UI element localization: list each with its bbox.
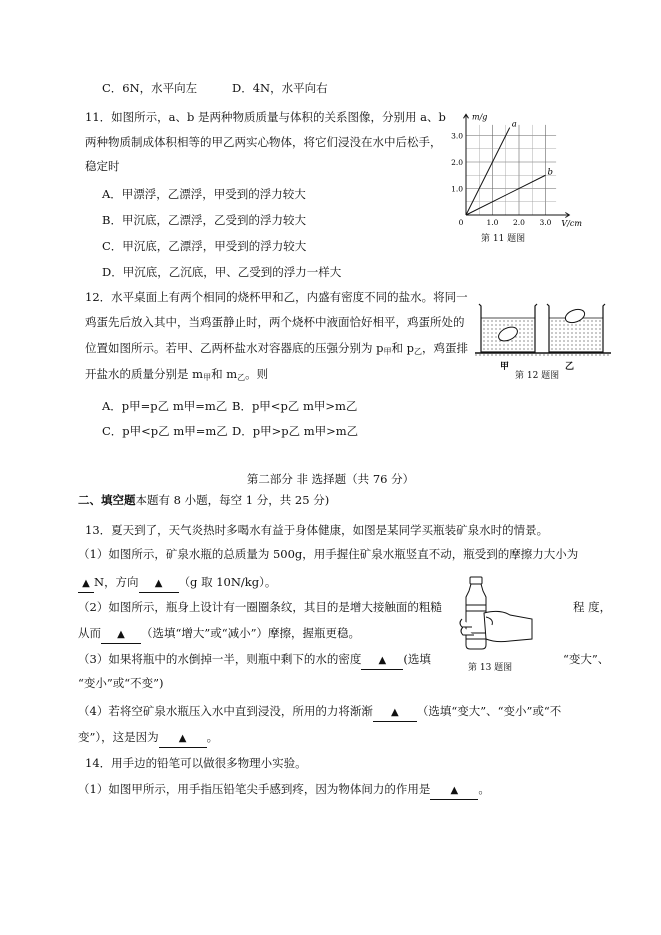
- q14-part1-line1: （1）如图甲所示，用手指压铅笔尖手感到疼，因为物体间力的作用是 ▲ 。: [78, 781, 490, 800]
- q13-part3-line1: （3）如果将瓶中的水倒掉一半，则瓶中剩下的水的密度 ▲ (选填: [78, 651, 431, 670]
- q12-label-jia: 甲: [500, 362, 510, 372]
- origin-label: 0: [458, 218, 464, 227]
- q13-part3-line1-end: “变大”、: [563, 652, 610, 666]
- beaker-yi: [547, 304, 605, 352]
- q11-mass-volume-chart: [448, 112, 582, 230]
- q13-part3-line2: “变小”或“不变”): [78, 676, 164, 690]
- series-label-b: b: [547, 167, 553, 178]
- q13-stem: 13．夏天到了，天气炎热时多喝水有益于身体健康，如图是某同学买瓶装矿泉水时的情景。: [85, 523, 549, 537]
- y-tick-label: 3.0: [451, 131, 463, 141]
- q13-bottle-in-hand-figure: [448, 575, 538, 655]
- section-heading: 二、填空题本题有 8 小题，每空 1 分，共 25 分): [78, 493, 330, 507]
- q12-option-d: D．p甲>p乙 m甲>m乙: [232, 424, 359, 438]
- q13-part4-line1: （4）若将空矿泉水瓶压入水中直到浸没，所用的力将渐渐 ▲ （选填“变大”、“变小”或“不: [78, 703, 561, 722]
- q13-part2-line2: 从而 ▲ （选填“增大”或“减小”）摩擦，握瓶更稳。: [78, 625, 360, 644]
- bottle-icon: [466, 577, 486, 649]
- q11-stem-line1: 11．如图所示，a、b 是两种物质质量与体积的关系图像，分别用 a、b: [85, 110, 446, 124]
- q11-stem-line3: 稳定时: [85, 159, 120, 173]
- q14-stem: 14．用手边的铅笔可以做很多物理小实验。: [85, 756, 307, 770]
- q12-figure-caption: 第 12 题图: [515, 371, 560, 381]
- q10-option-d: D．4N，水平向右: [232, 81, 328, 95]
- y-tick-label: 2.0: [451, 158, 463, 167]
- q13-part1-line1: （1）如图所示，矿泉水瓶的总质量为 500g，用手握住矿泉水瓶竖直不动，瓶受到的摩擦力大小为: [78, 547, 579, 561]
- x-axis-label: V/cm: [561, 219, 582, 228]
- q11-stem-line2: 两种物质制成体积相等的甲乙两实心物体，将它们浸没在水中后松手，: [85, 135, 442, 149]
- y-axis-label: m/g: [472, 112, 488, 122]
- q12-stem-line2: 鸡蛋先后放入其中，当鸡蛋静止时，两个烧杯中液面恰好相平，鸡蛋所处的: [85, 315, 465, 329]
- q12-option-a: A．p甲=p乙 m甲=m乙: [102, 399, 228, 413]
- q11-option-a: A．甲漂浮，乙漂浮，甲受到的浮力较大: [102, 187, 306, 201]
- q11-option-c: C．甲沉底，乙漂浮，甲受到的浮力较大: [102, 239, 307, 253]
- x-tick-label: 1.0: [486, 218, 499, 227]
- q12-stem-line3: 位置如图所示。若甲、乙两杯盐水对容器底的压强分别为 $p_甲$和 $p_乙$，鸡蛋排: [85, 341, 469, 356]
- q13-part2-line1: （2）如图所示，瓶身上设计有一圈圈条纹，其目的是增大接触面的粗糙: [78, 600, 442, 614]
- q13-part1-line2: ▲ N，方向 ▲ （g 取 10N/kg）。: [78, 574, 276, 593]
- series-label-a: a: [511, 119, 517, 130]
- beaker-jia: [479, 304, 537, 352]
- q12-option-b: B．p甲<p乙 m甲>m乙: [232, 399, 358, 413]
- q11-figure-caption: 第 11 题图: [481, 234, 526, 244]
- q13-part4-line2: 变”），这是因为 ▲ 。: [78, 729, 218, 748]
- q12-stem-line4: 开盐水的质量分别是 $m_甲$和 $m_乙$。则: [85, 367, 269, 382]
- q12-option-c: C．p甲<p乙 m甲=m乙: [102, 424, 228, 438]
- part2-title: 第二部分 非 选择题（共 76 分）: [246, 472, 415, 486]
- q10-option-c: C．6N，水平向左: [102, 81, 198, 95]
- x-tick-label: 3.0: [539, 218, 552, 227]
- q13-figure-caption: 第 13 题图: [468, 663, 513, 673]
- q11-option-d: D．甲沉底，乙沉底，甲、乙受到的浮力一样大: [102, 265, 342, 279]
- x-tick-label: 2.0: [513, 218, 525, 227]
- q12-beakers-figure: [475, 296, 615, 366]
- y-tick-label: 1.0: [451, 184, 463, 194]
- q11-option-b: B．甲沉底，乙漂浮，乙受到的浮力较大: [102, 213, 306, 227]
- q13-part2-line1-end: 程 度，: [573, 600, 612, 614]
- q12-label-yi: 乙: [565, 362, 575, 372]
- q12-stem-line1: 12．水平桌面上有两个相同的烧杯甲和乙，内盛有密度不同的盐水。将同一: [85, 290, 468, 304]
